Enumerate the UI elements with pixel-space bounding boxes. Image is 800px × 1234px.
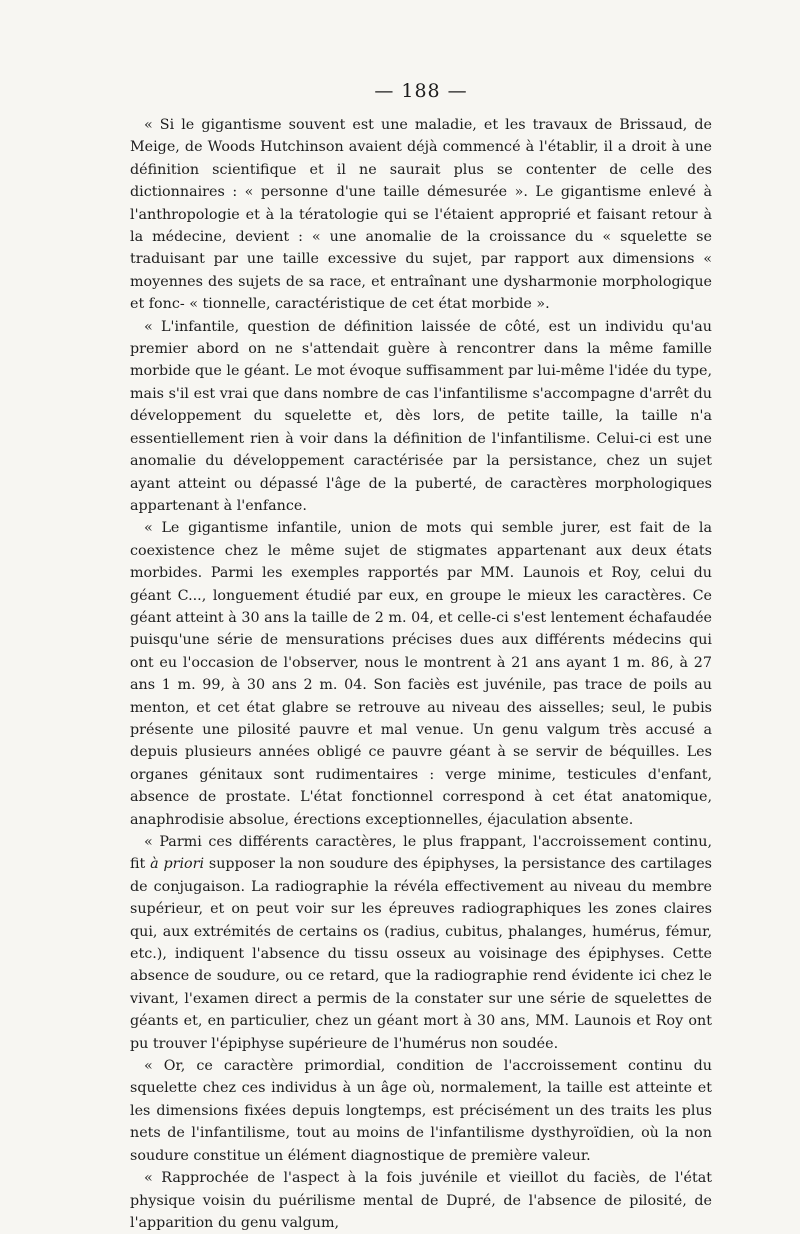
paragraph-gigantisme-infantile: « Le gigantisme infantile, union de mots qui semble jurer, est fait de la coexistence chez le même sujet de stigmates appartenant aux deux états morbides. Parmi les exemples rapportés par MM. Launois et Roy, celui du géant C..., longuement étudié par eux, en groupe le mieux les caractères. Ce géant atteint à 30 ans la taille de 2 m. 04, et celle-ci s'est lentement échafaudée puisqu'une série de mensurations précises dues aux différents médecins qui ont eu l'occasion de l'observer, nous le montrent à 21 ans ayant 1 m. 86, à 27 ans 1 m. 99, à 30 ans 2 m. 04. Son faciès est juvénile, pas trace de poils au menton, et cet état glabre se retrouve au niveau des aisselles; seul, le pubis présente une pilosité pauvre et mal venue. Un genu valgum très accusé a depuis plusieurs années obligé ce pauvre géant à se servir de béquilles. Les organes génitaux sont rudimentaires : verge minime, testicules d'enfant, absence de prostate. L'état fonctionnel correspond à cet état anatomique, anaphrodisie absolue, érections exceptionnelles, éjaculation absente. xyxy=(130,520,712,828)
paragraph-infantile-definition: « L'infantile, question de définition laissée de côté, est un individu qu'au premier abord on ne s'attendait guère à rencontrer dans la même famille morbide que le géant. Le mot évoque suffisamment par lui-même l'idée du type, mais s'il est vrai que dans nombre de cas l'infantilisme s'accompagne d'arrêt du développement du squelette et, dès lors, de petite taille, la taille n'a essentiellement rien à voir dans la définition de l'infantilisme. Celui-ci est une anomalie du développement caractérisée par la persistance, chez un sujet ayant atteint ou dépassé l'âge de la puberté, de caractères morphologiques appartenant à l'enfance. xyxy=(130,318,712,514)
paragraph-caractere-primordial: « Or, ce caractère primordial, condition de l'accroissement continu du squelette chez ces individus à un âge où, normalement, la taille est atteinte et les dimensions fixées depuis longtemps, est précisément un des traits les plus nets de l'infantilisme, tout au moins de l'infantilisme dysthyroïdien, où la non soudure constitue un élément diagnostique de première valeur. xyxy=(130,1058,712,1164)
paragraph-caracteres xyxy=(130,831,712,1055)
italic-a-priori: à priori xyxy=(150,856,205,873)
paragraph-caracteres-rest: supposer la non soudure des épiphyses, la persistance des cartilages de conjugaison. La radiographie la révéla effectivement au niveau du membre supérieur, et on peut voir sur les épreuves radiographiques les zones claires qui, aux extrémités de certains os (radius, cubitus, phalanges, humérus, fémur, etc.), indiquent l'absence du tissu osseux au voisinage des épiphyses. Cette absence de soudure, ou ce retard, que la radiographie rend évidente ici chez le vivant, l'examen direct a permis de la constater sur une série de squelettes de géants et, en particulier, chez un géant mort à 30 ans, MM. Launois et Roy ont pu trouver l'épiphyse supérieure de l'humérus non soudée. xyxy=(130,856,712,1052)
paragraph-gigantisme-definition: « Si le gigantisme souvent est une maladie, et les travaux de Brissaud, de Meige, de Woods Hutchinson avaient déjà commencé à l'établir, il a droit à une définition scientifique et il ne saurait plus se contenter de celle des dictionnaires : « personne d'une taille démesurée ». Le gigantisme enlevé à l'anthropologie et à la tératologie qui se l'étaient approprié et faisant retour à la médecine, devient : « une anomalie de la croissance du « squelette se traduisant par une taille excessive du sujet, par rapport aux dimensions « moyennes des sujets de sa race, et entraînant une dysharmonie morphologique et fonc- « tionnelle, caractéristique de cet état morbide ». xyxy=(130,117,712,313)
page-number: — 188 — xyxy=(374,80,468,102)
paragraph-caracteres-start: « Parmi ces différents caractères, le plus frappant, l'accroissement continu, fit xyxy=(130,834,712,873)
paragraph-rapprochee: « Rapprochée de l'aspect à la fois juvénile et vieillot du faciès, de l'état physique voisin du puérilisme mental de Dupré, de l'absence de pilosité, de l'apparition du genu valgum, xyxy=(130,1170,712,1231)
document-page xyxy=(130,80,712,1234)
